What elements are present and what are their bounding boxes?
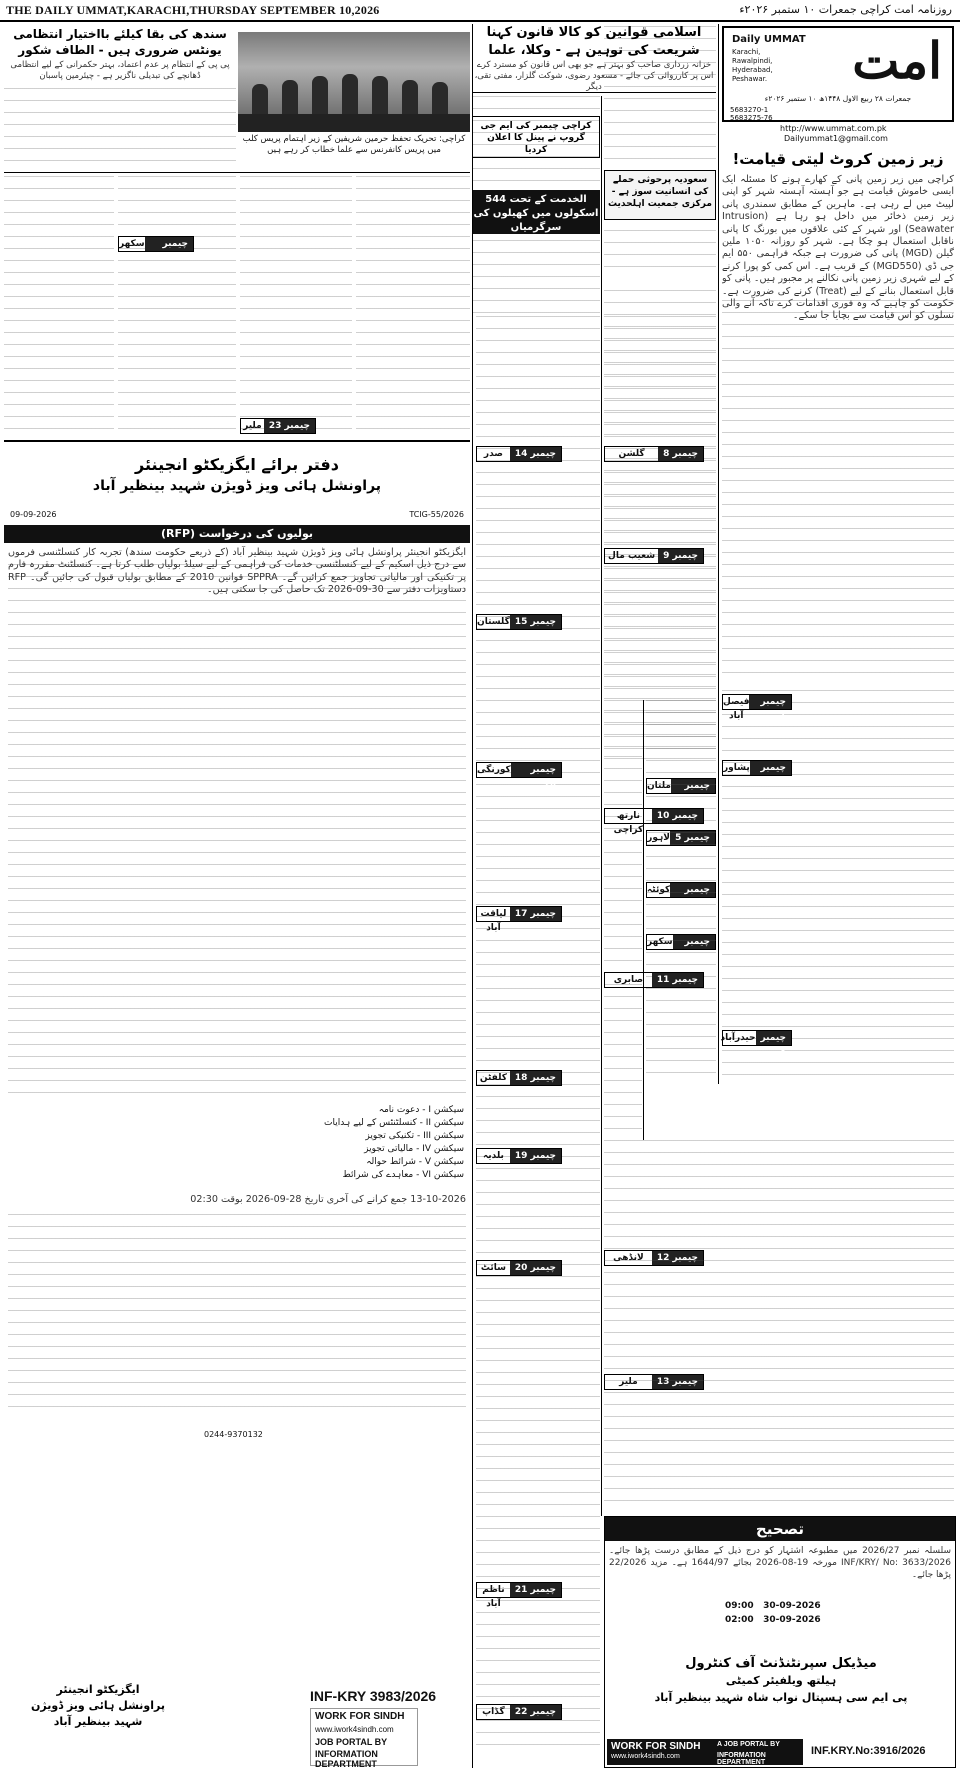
lower-right-text-lines [604, 1140, 954, 1510]
mid-classified-lines-1 [476, 316, 600, 1756]
correction-title: تصحیح [605, 1517, 955, 1541]
ummat-logo: امت [852, 31, 942, 90]
correction-inf-no: INF.KRY.No:3916/2026 [811, 1745, 926, 1757]
chamber-17-label: چیمبر 17 لیاقت آباد [476, 906, 562, 922]
chamber-15-label: چیمبر 15 گلستان [476, 614, 562, 630]
tender-notice [4, 444, 470, 1770]
photo-caption: کراچی: تحریک تحفظ حرمین شریفین کے زیر اہتمام پریس کلب میں پریس کانفرنس سے علما خطاب کر رہے ہیں [242, 134, 466, 155]
chamber-16-label: چیمبر 16 کورنگی [476, 762, 562, 778]
masthead [722, 26, 954, 122]
left-news-lines-2 [118, 176, 236, 436]
news-box-chamber: کراچی چیمبر کی ایم جی گروپ نے پینل کا اعلان کردیا [472, 116, 600, 158]
tender-office-title: دفتر برائے ایگزیکٹو انجینئر [135, 455, 339, 474]
press-conference-photo [238, 32, 470, 132]
classified-right-column [722, 690, 954, 1080]
story1-headline: اسلامی قوانین کو کالا قانون کہنا شریعت کی توہین ہے - وکلا، علما [486, 25, 702, 58]
chamber-23-label: چیمبر 23 ملیر [240, 418, 316, 434]
tender-divider [472, 24, 473, 1768]
header-english-title: THE DAILY UMMAT,KARACHI,THURSDAY SEPTEMBER 10,2026 [6, 3, 380, 17]
chamber-12-label: چیمبر 12 لانڈھی [604, 1250, 704, 1266]
editorial-body: کراچی میں زیر زمین پانی کے کھارے ہونے کا مسئلہ ایک ایسی خاموش قیامت ہے جو آہستہ آہستہ شہر کو اپنی لپیٹ میں لے رہی ہے۔ ماہرین کے مطابق سمندری پانی زیر زمین ذخائر میں داخل ہو رہا ہے (Intrusion Seawater) اور شہر کے کئی علاقوں میں بورنگ کا پانی ناقابل استعمال ہو چکا ہے۔ شہر کو روزانہ ۱۰۵۰ ملین گیلن (MGD) پانی کی ضرورت ہے جبکہ فراہمی ۵۵۰ ایم جی ڈی (MGD550) کے قریب ہے۔ اس کمی کو پورا کرنے کے لیے شہری زیر زمین پانی نکالنے پر مجبور ہیں۔ پانی کو قابل استعمال بنانے کے لیے (Treat) کرنے کی ضرورت ہے۔ حکومت کو چاہیے کہ وہ فوری اقدامات کرے تاکہ آنے والی نسلوں کو اس قیامت سے بچایا جا سکے۔ [722, 174, 954, 322]
brand-en: Daily UMMAT [732, 34, 806, 45]
tender-dates: 13-10-2026 جمع کرانے کی آخری تاریخ 28-09-2026 بوقت 02:30 [190, 1194, 466, 1205]
left-news-lines-1 [4, 176, 114, 436]
story2-text-lines [4, 88, 236, 168]
column-divider [718, 24, 719, 1084]
chamber-21-label: چیمبر 21 ناظم آباد [476, 1582, 562, 1598]
tender-body: ایگزیکٹو انجینئر پراونشل ہائی ویز ڈویژن شہید بینظیر آباد (کے ذریعے حکومت سندھ) تجربہ کار کنسلٹنسی فرموں سے درج ذیل اسکیم کے لیے کنسلٹنسی خدمات کی فراہمی کے لیے سیلڈ بولیاں طلب کرتا ہے۔ کنسلٹنٹ مقررہ فارم پر تکنیکی اور مالیاتی تجاویز جمع کرائیں گے۔ SPPRA قوانین 2010 کے مطابق بولیاں قبول کی جائیں گی۔ RFP دستاویزات دفتر سے 30-09-2026 تک حاصل کی جا سکتی ہیں۔ [8, 547, 466, 596]
left-news-lines-4 [356, 176, 470, 436]
correction-signature: میڈیکل سپرنٹنڈنٹ آف کنٹرول ہیلتھ ویلفیئر کمیٹی پی ایم سی ہسپتال نواب شاہ شہید بینظیر آباد [654, 1656, 908, 1704]
chamber-2-label: چیمبر 2 پشاور [722, 760, 792, 776]
chamber-5-label: چیمبر 5 لاہور [646, 830, 716, 846]
tender-signature: ایگزیکٹو انجینئر پراونشل ہائی ویز ڈویژن شہید بینظیر آباد [31, 1683, 165, 1728]
tender-inf-no: INF-KRY 3983/2026 [310, 1688, 437, 1704]
chamber-19-label: چیمبر 19 بلدیہ [476, 1148, 562, 1164]
correction-row1: 09:00 30-09-2026 [725, 1601, 821, 1611]
editorial-title: زیر زمین کروٹ لیتی قیامت! [732, 150, 944, 168]
chamber-7-label: چیمبر 7 سکھر [646, 934, 716, 950]
tender-date: 09-09-2026 [10, 510, 57, 519]
rfp-title-bar: بولیوں کی درخواست (RFP) [4, 525, 470, 543]
col2c-text-lines [646, 700, 716, 1080]
tender-division-title: پراونشل ہائی ویز ڈویژن شہید بینظیر آباد [92, 478, 382, 494]
tender-phone: 0244-9370132 [204, 1430, 263, 1439]
tender-ref: TCIG-55/2026 [409, 510, 464, 519]
masthead-website[interactable]: http://www.ummat.com.pk [780, 124, 887, 133]
correction-body: سلسلہ نمبر 2026/27 میں مطبوعہ اشتہار کو درج ذیل کے مطابق درست پڑھا جائے۔ INF/KRY/ No: 3633/2026 مورخہ 19-08-2026 بجائے 1644/97 ہے۔ مزید 22/2026 پڑھا جائے۔ [609, 1546, 952, 1580]
correction-wfs-logo: WORK FOR SINDH www.iwork4sindh.com A JOB PORTAL BY INFORMATION DEPARTMENT [607, 1739, 803, 1765]
masthead-phone1: 5683270-1 [730, 106, 769, 114]
chamber-9-label: چیمبر 9 شعیب مال [604, 548, 704, 564]
masthead-phone2: 5683275-76 [730, 114, 773, 122]
correction-row2: 02:00 30-09-2026 [725, 1615, 821, 1625]
tender-text-lines [8, 564, 466, 1094]
story1-subtitle: خزانہ زرداری صاحب کو بہتر ہے جو بھی اس قانون کو مسترد کرے اس پر کارروائی کی جائے - مسعود رضوی، شوکت گلزار، مفتی تقی، دیگر [474, 60, 714, 92]
news-box-saudi: سعودیہ پرحوثی حملے کی انسانیت سوز ہے - مرکزی جمعیت اہلحدیث [604, 170, 716, 220]
chamber-8-label: چیمبر 8 گلشن [604, 446, 704, 462]
page-header-bar [0, 0, 960, 22]
tender-wfs-logo: WORK FOR SINDH www.iwork4sindh.com JOB PORTAL BY INFORMATION DEPARTMENT [310, 1708, 418, 1766]
chamber-10-label: چیمبر 10 نارتھ کراچی [604, 808, 704, 824]
story2-subtitle: پی پی کے انتظام پر عدم اعتماد، بہتر حکمرانی کے لیے انتظامی ڈھانچے کی تبدیلی ناگزیر ہے - چیئرمین پاسبان [10, 60, 230, 81]
chamber-4-label: چیمبر 4 ملتان [646, 778, 716, 794]
chamber-20-label: چیمبر 20 سائٹ [476, 1260, 562, 1276]
right-classified-text-lines [722, 690, 954, 1080]
chamber-18-label: چیمبر 18 کلفٹن [476, 1070, 562, 1086]
chamber-1-label: چیمبر 1 فیصل آباد [722, 694, 792, 710]
editorial-text-lines [722, 300, 954, 684]
mid-classified-lines-2 [604, 316, 716, 756]
chamber-22-label: چیمبر 22 گڈاپ [476, 1704, 562, 1720]
tender-text-lines-2 [8, 1214, 466, 1414]
masthead-dateline: جمعرات ۲۸ ربیع الاول ۱۴۴۸ھ ۱۰ ستمبر ۲۰۲۶ء [764, 94, 912, 103]
chamber-3-label: چیمبر 3 حیدرآباد [722, 1030, 792, 1046]
chamber-14-label: چیمبر 14 صدر [476, 446, 562, 462]
header-urdu-title: روزنامہ امت کراچی جمعرات ۱۰ ستمبر ۲۰۲۶ء [739, 3, 952, 16]
chamber-24-label: چیمبر 24 سکھر [118, 236, 194, 252]
story2-headline: سندھ کی بقا کیلئے بااختیار انتظامی یونٹس ضروری ہیں - الطاف شکور [13, 27, 227, 57]
masthead-cities: Karachi, Rawalpindi, Hyderabad, Peshawar. [732, 48, 773, 83]
news-box-alkhidmat: الخدمت کے تحت 544 اسکولوں میں کھیلوں کی سرگرمیاں [472, 190, 600, 234]
chamber-6-label: چیمبر 6 کوئٹہ [646, 882, 716, 898]
chamber-13-label: چیمبر 13 ملیر [604, 1374, 704, 1390]
left-news-lines-3 [240, 176, 352, 436]
tender-sections: سیکشن I - دعوت نامہ سیکشن II - کنسلٹنٹس کے لیے ہدایات سیکشن III - تکنیکی تجویز سیکشن IV - مالیاتی تجویز سیکشن V - شرائط حوالہ سیکشن VI - معاہدے کی شرائط [324, 1105, 464, 1180]
correction-notice [604, 1516, 956, 1768]
masthead-email[interactable]: Dailyummat1@gmail.com [784, 134, 888, 143]
chamber-11-label: چیمبر 11 صابری [604, 972, 704, 988]
